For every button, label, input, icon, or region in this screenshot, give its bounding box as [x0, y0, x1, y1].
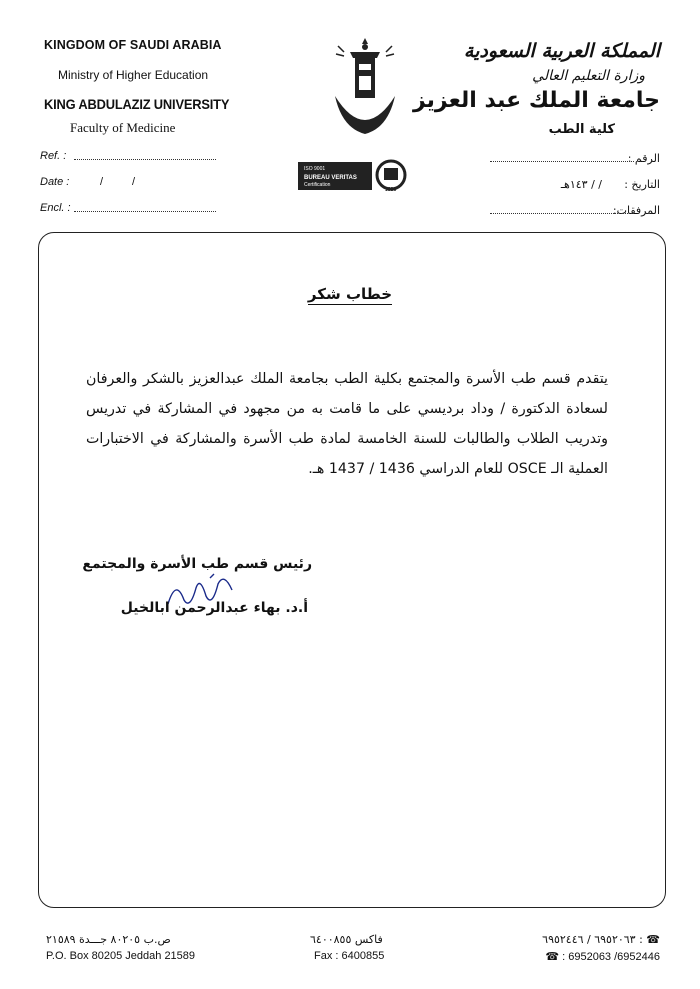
- footer-tel-ar: ☎ : ٦٩٥٢٠٦٣ / ٦٩٥٢٤٤٦: [542, 933, 660, 946]
- cert-sub: Certification: [304, 182, 331, 188]
- body-line-4: العملية الـ OSCE للعام الدراسي 1436 / 1437 هـ.: [308, 461, 608, 477]
- header-ar-faculty: كلية الطب: [548, 122, 615, 137]
- body-line-3: وتدريب الطلاب والطالبات للسنة الخامسة لمادة طب الأسرة والمشاركة في الاختبارات: [86, 431, 608, 447]
- footer-po-en: P.O. Box 80205 Jeddah 21589: [46, 950, 196, 962]
- cert-name: BUREAU VERITAS: [304, 175, 357, 181]
- encl-field: [74, 211, 216, 212]
- body-line-2: لسعادة الدكتورة / وداد برديسي على ما قامت به من مجهود في المشاركة في تدريس: [86, 401, 608, 417]
- ref-label: Ref. :: [40, 150, 67, 162]
- body-line-1: يتقدم قسم طب الأسرة والمجتمع بكلية الطب بجامعة الملك عبدالعزيز بالشكر والعرفان: [86, 371, 608, 387]
- ar-date-value: / / ١٤٣هـ: [560, 178, 602, 191]
- header-en-university: KING ABDULAZIZ UNIVERSITY: [44, 96, 230, 112]
- ref-field: [74, 159, 216, 160]
- encl-label: Encl. :: [40, 202, 71, 214]
- university-logo-icon: [330, 36, 400, 140]
- header-ar-ministry: وزارة التعليم العالي: [532, 68, 645, 84]
- bureau-veritas-badge: [298, 158, 410, 194]
- date-label: Date :: [40, 176, 70, 188]
- letter-title: خطاب شكر: [307, 285, 393, 303]
- footer-fax-ar: فاكس ٦٤٠٠٨٥٥: [310, 933, 383, 946]
- date-sep-2: /: [132, 176, 136, 188]
- cert-year: 1828: [385, 187, 397, 193]
- ar-encl-label: المرفقات:: [612, 204, 660, 217]
- ar-encl-field: [490, 213, 634, 214]
- header-en-kingdom: KINGDOM OF SAUDI ARABIA: [44, 38, 222, 52]
- ar-ref-label: الرقم :: [627, 152, 660, 165]
- footer-fax-en: Fax : 6400855: [314, 950, 385, 962]
- header-ar-kingdom: المملكة العربية السعودية: [463, 40, 660, 62]
- letter-body: [86, 364, 608, 484]
- ar-ref-field: [490, 161, 634, 162]
- signer-name: أ.د. بهاء عبدالرحمن ابالخيل: [120, 600, 308, 616]
- header-ar-university: جامعة الملك عبد العزيز: [412, 88, 660, 113]
- date-sep-1: /: [100, 176, 104, 188]
- header-en-faculty: Faculty of Medicine: [70, 120, 176, 135]
- footer-tel-en: ☎ : 6952063 /6952446: [545, 951, 660, 963]
- signer-title: رئيس قسم طب الأسرة والمجتمع: [82, 556, 312, 572]
- ar-date-label: التاريخ :: [624, 178, 660, 191]
- cert-iso: ISO 9001: [304, 166, 326, 172]
- header-en-ministry: Ministry of Higher Education: [58, 68, 209, 82]
- footer-po-ar: ص.ب ٨٠٢٠٥ جـــدة ٢١٥٨٩: [46, 933, 171, 946]
